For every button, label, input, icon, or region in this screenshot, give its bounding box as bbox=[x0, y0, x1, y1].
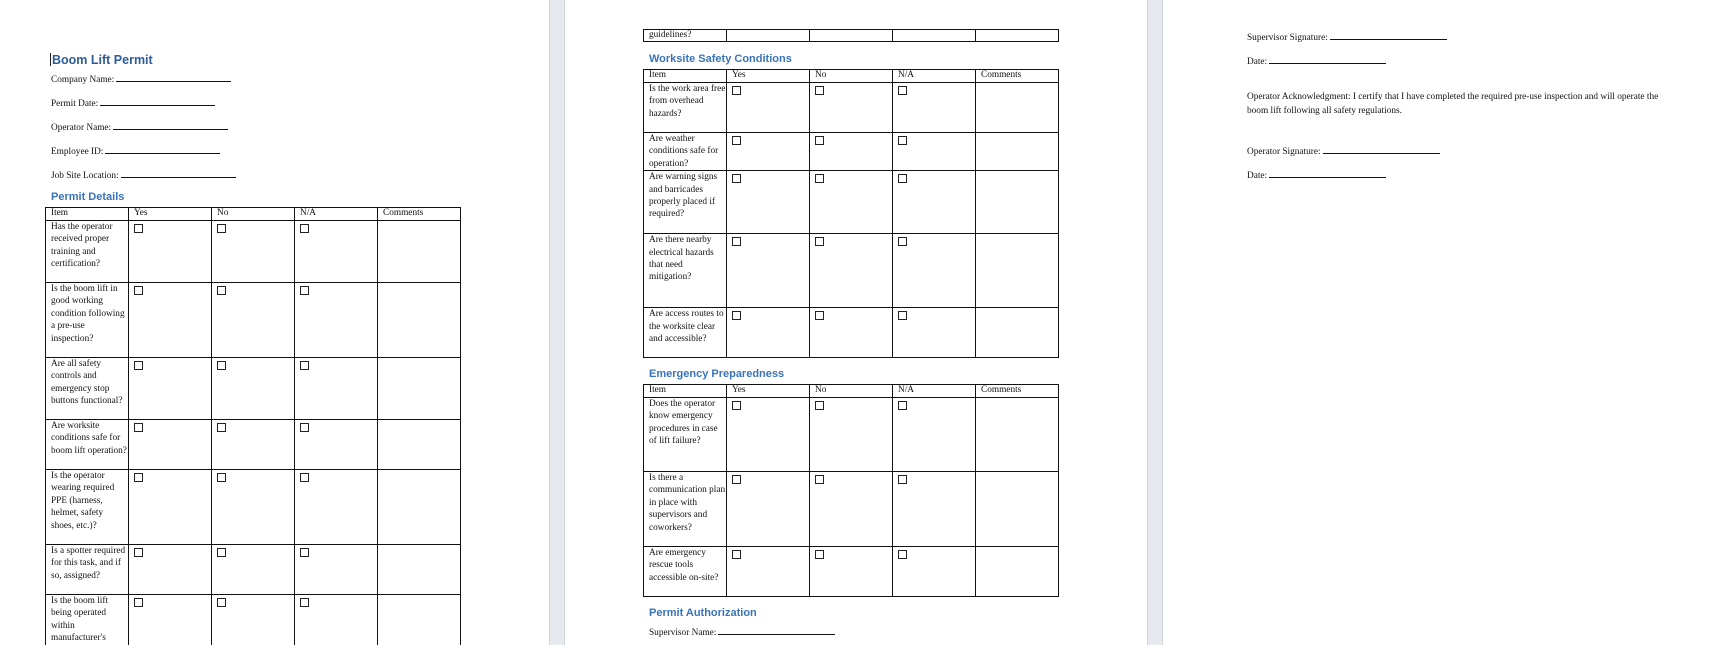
item-text: Are access routes to the worksite clear and accessible? bbox=[644, 308, 727, 358]
comments-cell[interactable] bbox=[378, 283, 461, 358]
continued-table-row bbox=[643, 29, 1059, 42]
no-checkbox[interactable] bbox=[217, 473, 226, 482]
table-row bbox=[644, 472, 1059, 547]
comments-cell[interactable] bbox=[976, 234, 1059, 308]
yes-cell[interactable] bbox=[129, 358, 212, 420]
no-cell[interactable] bbox=[810, 234, 893, 308]
supervisor-name-field[interactable] bbox=[649, 625, 835, 639]
na-checkbox[interactable] bbox=[898, 136, 907, 145]
document-page-1 bbox=[0, 0, 549, 645]
na-checkbox[interactable] bbox=[300, 423, 309, 432]
table-row bbox=[644, 398, 1059, 472]
table-row bbox=[46, 470, 461, 545]
employee-id-blank[interactable] bbox=[105, 144, 220, 154]
no-cell[interactable] bbox=[810, 472, 893, 547]
table-row bbox=[46, 358, 461, 420]
yes-cell[interactable] bbox=[727, 171, 810, 234]
page-gutter-edge bbox=[549, 0, 550, 645]
operator-signature-field[interactable] bbox=[1247, 144, 1440, 158]
na-cell[interactable] bbox=[893, 308, 976, 358]
employee-id-label: Employee ID: bbox=[51, 147, 104, 157]
item-text: Are warning signs and barricades properly placed if required? bbox=[644, 171, 727, 234]
na-cell[interactable] bbox=[295, 358, 378, 420]
column-header-na: N/A bbox=[295, 208, 378, 221]
table-row bbox=[644, 171, 1059, 234]
no-checkbox[interactable] bbox=[217, 361, 226, 370]
job-site-location-label: Job Site Location: bbox=[51, 171, 119, 181]
na-checkbox[interactable] bbox=[300, 548, 309, 557]
na-cell[interactable] bbox=[295, 420, 378, 470]
company-name-blank[interactable] bbox=[116, 72, 231, 82]
comments-cell[interactable] bbox=[976, 83, 1059, 133]
page-gutter-edge bbox=[1147, 0, 1148, 645]
column-header-yes: Yes bbox=[129, 208, 212, 221]
yes-checkbox[interactable] bbox=[134, 286, 143, 295]
yes-checkbox[interactable] bbox=[732, 237, 741, 246]
comments-cell[interactable] bbox=[378, 420, 461, 470]
column-header-no: No bbox=[810, 385, 893, 398]
comments-cell[interactable] bbox=[976, 472, 1059, 547]
no-cell[interactable] bbox=[212, 221, 295, 283]
no-checkbox[interactable] bbox=[217, 286, 226, 295]
na-checkbox[interactable] bbox=[300, 286, 309, 295]
na-cell[interactable] bbox=[893, 472, 976, 547]
comments-cell[interactable] bbox=[976, 398, 1059, 472]
no-checkbox[interactable] bbox=[815, 237, 824, 246]
column-header-comments: Comments bbox=[976, 70, 1059, 83]
no-checkbox[interactable] bbox=[815, 401, 824, 410]
item-text: Is there a communication plan in place with supervisors and coworkers? bbox=[644, 472, 727, 547]
supervisor-name-label: Supervisor Name: bbox=[649, 628, 717, 638]
table-row bbox=[644, 308, 1059, 358]
no-cell[interactable] bbox=[810, 171, 893, 234]
column-header-yes: Yes bbox=[727, 70, 810, 83]
company-name-field[interactable] bbox=[51, 72, 231, 86]
na-cell[interactable] bbox=[893, 30, 976, 42]
na-checkbox[interactable] bbox=[898, 401, 907, 410]
permit-date-label: Permit Date: bbox=[51, 99, 99, 109]
no-cell[interactable] bbox=[810, 398, 893, 472]
yes-cell[interactable] bbox=[727, 133, 810, 171]
company-name-label: Company Name: bbox=[51, 75, 115, 85]
table-row bbox=[644, 547, 1059, 597]
supervisor-date-field[interactable] bbox=[1247, 54, 1386, 68]
worksite-safety-table bbox=[643, 69, 1059, 358]
na-cell[interactable] bbox=[893, 547, 976, 597]
na-cell[interactable] bbox=[893, 133, 976, 171]
operator-acknowledgment-text: Operator Acknowledgment: I certify that I have completed the required pre-use inspection and will operate the boom lift following all safety regulations. bbox=[1247, 92, 1659, 116]
worksite-safety-heading: Worksite Safety Conditions bbox=[649, 53, 792, 65]
column-header-item: Item bbox=[644, 385, 727, 398]
yes-cell[interactable] bbox=[129, 221, 212, 283]
yes-cell[interactable] bbox=[129, 595, 212, 645]
comments-cell[interactable] bbox=[378, 545, 461, 595]
comments-cell[interactable] bbox=[378, 358, 461, 420]
emergency-preparedness-table bbox=[643, 384, 1059, 597]
yes-checkbox[interactable] bbox=[732, 311, 741, 320]
yes-cell[interactable] bbox=[129, 283, 212, 358]
table-row bbox=[644, 83, 1059, 133]
column-header-na: N/A bbox=[893, 70, 976, 83]
comments-cell[interactable] bbox=[976, 133, 1059, 171]
emergency-preparedness-heading: Emergency Preparedness bbox=[649, 368, 785, 380]
no-checkbox[interactable] bbox=[815, 136, 824, 145]
na-cell[interactable] bbox=[893, 83, 976, 133]
yes-checkbox[interactable] bbox=[134, 423, 143, 432]
item-text: Does the operator know emergency procedures in case of lift failure? bbox=[644, 398, 727, 472]
permit-date-blank[interactable] bbox=[100, 96, 215, 106]
no-checkbox[interactable] bbox=[217, 598, 226, 607]
permit-date-field[interactable] bbox=[51, 96, 215, 110]
text-cursor bbox=[50, 53, 51, 66]
page-gutter-edge bbox=[564, 0, 565, 645]
permit-authorization-heading: Permit Authorization bbox=[649, 607, 757, 619]
column-header-no: No bbox=[810, 70, 893, 83]
column-header-no: No bbox=[212, 208, 295, 221]
page-gutter-edge bbox=[1162, 0, 1163, 645]
operator-signature-label: Operator Signature: bbox=[1247, 147, 1321, 157]
supervisor-date-label: Date: bbox=[1247, 57, 1268, 67]
operator-date-label: Date: bbox=[1247, 171, 1268, 181]
yes-checkbox[interactable] bbox=[732, 86, 741, 95]
yes-checkbox[interactable] bbox=[732, 550, 741, 559]
no-cell[interactable] bbox=[212, 595, 295, 645]
no-cell[interactable] bbox=[810, 308, 893, 358]
supervisor-signature-blank[interactable] bbox=[1330, 30, 1447, 40]
comments-cell[interactable] bbox=[976, 547, 1059, 597]
column-header-yes: Yes bbox=[727, 385, 810, 398]
no-checkbox[interactable] bbox=[217, 423, 226, 432]
table-row bbox=[46, 595, 461, 645]
na-cell[interactable] bbox=[295, 470, 378, 545]
na-checkbox[interactable] bbox=[300, 473, 309, 482]
column-header-item: Item bbox=[644, 70, 727, 83]
yes-cell[interactable] bbox=[129, 420, 212, 470]
na-checkbox[interactable] bbox=[898, 86, 907, 95]
comments-cell[interactable] bbox=[976, 171, 1059, 234]
no-cell[interactable] bbox=[212, 283, 295, 358]
operator-name-blank[interactable] bbox=[113, 120, 228, 130]
item-text: Has the operator received proper training and certification? bbox=[46, 221, 129, 283]
no-checkbox[interactable] bbox=[815, 86, 824, 95]
document-page-2 bbox=[564, 0, 1147, 645]
employee-id-field[interactable] bbox=[51, 144, 220, 158]
yes-cell[interactable] bbox=[727, 30, 810, 42]
no-cell[interactable] bbox=[212, 420, 295, 470]
column-header-comments: Comments bbox=[976, 385, 1059, 398]
no-cell[interactable] bbox=[212, 545, 295, 595]
na-cell[interactable] bbox=[893, 398, 976, 472]
na-checkbox[interactable] bbox=[300, 224, 309, 233]
yes-checkbox[interactable] bbox=[732, 174, 741, 183]
no-cell[interactable] bbox=[810, 133, 893, 171]
operator-date-field[interactable] bbox=[1247, 168, 1386, 182]
table-row bbox=[46, 420, 461, 470]
na-cell[interactable] bbox=[295, 221, 378, 283]
table-row bbox=[46, 545, 461, 595]
no-checkbox[interactable] bbox=[815, 550, 824, 559]
item-text: Are there nearby electrical hazards that need mitigation? bbox=[644, 234, 727, 308]
supervisor-signature-field[interactable] bbox=[1247, 30, 1447, 44]
yes-cell[interactable] bbox=[129, 470, 212, 545]
document-title[interactable] bbox=[50, 53, 153, 67]
na-cell[interactable] bbox=[295, 283, 378, 358]
operator-signature-blank[interactable] bbox=[1323, 144, 1440, 154]
item-text: Are worksite conditions safe for boom lift operation? bbox=[46, 420, 129, 470]
yes-checkbox[interactable] bbox=[134, 548, 143, 557]
yes-cell[interactable] bbox=[727, 83, 810, 133]
yes-cell[interactable] bbox=[727, 547, 810, 597]
item-text: guidelines? bbox=[644, 30, 727, 42]
yes-checkbox[interactable] bbox=[134, 473, 143, 482]
na-checkbox[interactable] bbox=[898, 237, 907, 246]
operator-name-label: Operator Name: bbox=[51, 123, 112, 133]
job-site-location-field[interactable] bbox=[51, 168, 236, 182]
comments-cell[interactable] bbox=[976, 30, 1059, 42]
table-header-row bbox=[644, 385, 1059, 398]
yes-checkbox[interactable] bbox=[134, 361, 143, 370]
na-checkbox[interactable] bbox=[898, 174, 907, 183]
no-checkbox[interactable] bbox=[815, 311, 824, 320]
column-header-na: N/A bbox=[893, 385, 976, 398]
item-text: Is the operator wearing required PPE (harness, helmet, safety shoes, etc.)? bbox=[46, 470, 129, 545]
yes-cell[interactable] bbox=[129, 545, 212, 595]
table-row bbox=[644, 133, 1059, 171]
no-cell[interactable] bbox=[810, 83, 893, 133]
yes-cell[interactable] bbox=[727, 472, 810, 547]
comments-cell[interactable] bbox=[976, 308, 1059, 358]
comments-cell[interactable] bbox=[378, 595, 461, 645]
item-text: Is the work area free from overhead hazards? bbox=[644, 83, 727, 133]
no-cell[interactable] bbox=[212, 470, 295, 545]
no-checkbox[interactable] bbox=[217, 224, 226, 233]
na-cell[interactable] bbox=[295, 595, 378, 645]
item-text: Are all safety controls and emergency stop buttons functional? bbox=[46, 358, 129, 420]
item-text: Are emergency rescue tools accessible on-site? bbox=[644, 547, 727, 597]
column-header-item: Item bbox=[46, 208, 129, 221]
item-text: Is the boom lift in good working condition following a pre-use inspection? bbox=[46, 283, 129, 358]
table-row bbox=[644, 234, 1059, 308]
na-checkbox[interactable] bbox=[898, 475, 907, 484]
item-text: Is the boom lift being operated within manufacturer's bbox=[46, 595, 129, 645]
no-cell[interactable] bbox=[810, 30, 893, 42]
operator-date-blank[interactable] bbox=[1269, 168, 1386, 178]
operator-name-field[interactable] bbox=[51, 120, 228, 134]
job-site-location-blank[interactable] bbox=[121, 168, 236, 178]
comments-cell[interactable] bbox=[378, 221, 461, 283]
no-checkbox[interactable] bbox=[815, 174, 824, 183]
table-header-row bbox=[46, 208, 461, 221]
na-cell[interactable] bbox=[295, 545, 378, 595]
document-title-text: Boom Lift Permit bbox=[52, 53, 153, 67]
table-row bbox=[644, 30, 1059, 42]
yes-cell[interactable] bbox=[727, 234, 810, 308]
table-row bbox=[46, 221, 461, 283]
table-row bbox=[46, 283, 461, 358]
na-checkbox[interactable] bbox=[300, 361, 309, 370]
na-checkbox[interactable] bbox=[898, 311, 907, 320]
yes-cell[interactable] bbox=[727, 308, 810, 358]
permit-details-table bbox=[45, 207, 461, 645]
yes-cell[interactable] bbox=[727, 398, 810, 472]
supervisor-signature-label: Supervisor Signature: bbox=[1247, 33, 1328, 43]
no-checkbox[interactable] bbox=[815, 475, 824, 484]
no-checkbox[interactable] bbox=[217, 548, 226, 557]
yes-checkbox[interactable] bbox=[732, 475, 741, 484]
permit-details-heading: Permit Details bbox=[51, 191, 125, 203]
na-checkbox[interactable] bbox=[300, 598, 309, 607]
item-text: Are weather conditions safe for operation? bbox=[644, 133, 727, 171]
na-cell[interactable] bbox=[893, 171, 976, 234]
table-header-row bbox=[644, 70, 1059, 83]
no-cell[interactable] bbox=[212, 358, 295, 420]
item-text: Is a spotter required for this task, and if so, assigned? bbox=[46, 545, 129, 595]
supervisor-date-blank[interactable] bbox=[1269, 54, 1386, 64]
no-cell[interactable] bbox=[810, 547, 893, 597]
document-page-3 bbox=[1162, 0, 1723, 645]
yes-checkbox[interactable] bbox=[732, 401, 741, 410]
na-checkbox[interactable] bbox=[898, 550, 907, 559]
na-cell[interactable] bbox=[893, 234, 976, 308]
column-header-comments: Comments bbox=[378, 208, 461, 221]
yes-checkbox[interactable] bbox=[134, 224, 143, 233]
yes-checkbox[interactable] bbox=[134, 598, 143, 607]
comments-cell[interactable] bbox=[378, 470, 461, 545]
supervisor-name-blank[interactable] bbox=[718, 625, 835, 635]
yes-checkbox[interactable] bbox=[732, 136, 741, 145]
